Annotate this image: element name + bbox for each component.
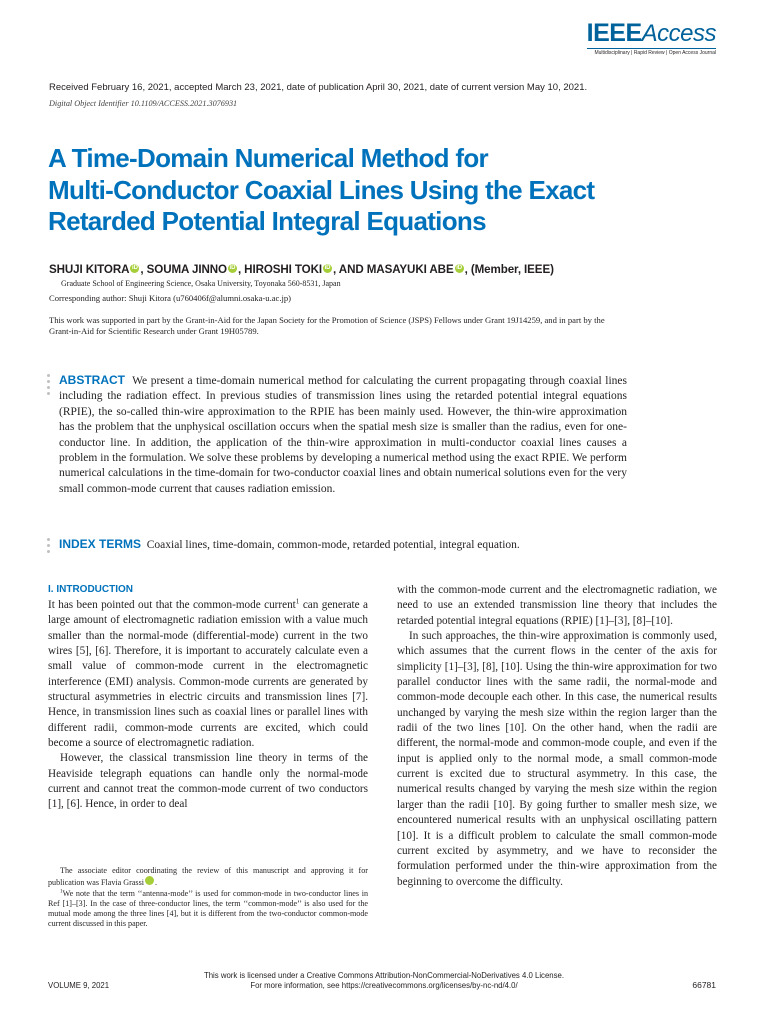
body-column-right bbox=[397, 583, 717, 890]
author-membership: , (Member, IEEE) bbox=[464, 263, 554, 276]
abstract-label: ABSTRACT bbox=[59, 373, 125, 387]
paper-title bbox=[48, 143, 608, 238]
corresponding-author: Corresponding author: Shuji Kitora (u760406f@alumni.osaka-u.ac.jp) bbox=[49, 293, 292, 303]
received-dates: Received February 16, 2021, accepted March 23, 2021, date of publication April 30, 2021, date of current version May 10, 2021. bbox=[49, 82, 588, 93]
page-number: 66781 bbox=[692, 980, 716, 990]
orcid-icon[interactable]: iD bbox=[324, 265, 331, 271]
orcid-icon[interactable]: iD bbox=[456, 265, 462, 271]
abstract-text: We present a time-domain numerical method for calculating the current propagating through coaxial lines including the radiation effect. In previous studies of transmission lines using the retarded potential integral equations (RPIE), the so-called thin-wire approximation to the RPIE has been mainly used. However, the thin-wire approximation has the problem that the unphysical oscillation occurs when the spatial mesh size is smaller than the radius, even for one-conductor line. In addition, the application of the thin-wire approximation in multi-conductor coaxial lines causes a problem in the formulation. We solve these problems by developing a numerical method using the exact RPIE. We perform numerical calculations in the time-domain for two-conductor coaxial lines and obtain numerical solutions even for the very small common-mode current that causes radiation emission. bbox=[59, 375, 627, 495]
body-column-left bbox=[48, 598, 368, 813]
affiliation: Graduate School of Engineering Science, Osaka University, Toyonaka 560-8531, Japan bbox=[61, 279, 341, 288]
journal-logo bbox=[587, 20, 716, 57]
editor-note: The associate editor coordinating the review of this manuscript and approving it for publication was Flavia Grassi iD. bbox=[48, 866, 368, 888]
funding-statement: This work was supported in part by the Grant-in-Aid for the Japan Society for the Promotion of Science (JSPS) Fellows under Grant 19J14259, and in part by the Grant-in-Aid for Scientific Research under Grant 19H05789. bbox=[49, 315, 605, 336]
license-line: This work is licensed under a Creative Commons Attribution-NonCommercial-NoDerivatives 4.0 License. bbox=[203, 971, 565, 980]
index-terms-marker bbox=[47, 538, 50, 556]
logo-access: Access bbox=[641, 20, 716, 47]
title-line: A Time-Domain Numerical Method for bbox=[48, 143, 488, 173]
index-terms-label: INDEX TERMS bbox=[59, 537, 142, 551]
footnote: $^1$We note that the term ‘‘antenna-mode’’ is used for common-mode in two-conductor lines in Ref [1]–[3]. In the case of three-conductor lines, the term ‘‘common-mode’’ is also used for the mutual mode among the three lines [4], but it is different from the two-conductor common-mode current discussed in this paper. bbox=[48, 887, 368, 929]
footnote-mark: 1 bbox=[60, 887, 63, 894]
author-name: SHUJI KITORA bbox=[49, 263, 130, 276]
volume-label: VOLUME 9, 2021 bbox=[48, 981, 110, 990]
paragraph: with the common-mode current and the electromagnetic radiation, we need to use an extended transmission line theory that includes the retarded potential integral equations (RPIE) [1]–[3], [8]–[10]. bbox=[397, 584, 717, 627]
index-terms bbox=[59, 537, 627, 553]
author-name: , AND MASAYUKI ABE bbox=[333, 263, 454, 276]
footnotes bbox=[48, 866, 368, 930]
journal-tagline: Multidisciplinary | Rapid Review | Open Access Journal bbox=[587, 48, 716, 57]
abstract-marker bbox=[47, 374, 50, 398]
license-notice bbox=[0, 971, 768, 991]
abstract bbox=[59, 373, 627, 497]
orcid-icon[interactable]: iD bbox=[229, 265, 236, 271]
orcid-icon[interactable]: iD bbox=[145, 876, 154, 885]
author-name: , SOUMA JINNO bbox=[140, 263, 227, 276]
paragraph: In such approaches, the thin-wire approximation is commonly used, which assumes that the current flows in the center of the axis for simplicity [1]–[3], [8], [10]. Using the thin-wire approximation for two parallel conductor lines with the same radii, the normal-mode and common-mode decouple each other. In this case, the numerical results unchanged by varying the mesh size within the region larger than the radii of the two lines [10]. On the other hand, when the radii are different, the normal-mode and common-mode couple, and even if the input is applied only to the normal mode, a small common-mode current is excited due to structural asymmetry. In this case, the numerical results changed by varying the mesh size within the region larger than the radii [10]. By going further to smaller mesh size, we encountered numerical results with an unphysical oscillating pattern [10]. It is a difficult problem to calculate the small common-mode current excited by asymmetry, and we have to reconsider the formulation performed under the thin-wire approximation from the beginning to overcome the difficulty. bbox=[397, 630, 717, 888]
paragraph: However, the classical transmission line theory in terms of the Heaviside telegraph equations can handle only the normal-mode current and cannot treat the common-mode current of two conductors [1], [6]. Hence, in order to deal bbox=[48, 752, 368, 811]
title-line: Retarded Potential Integral Equations bbox=[48, 206, 486, 236]
license-link[interactable]: For more information, see https://creativecommons.org/licenses/by-nc-nd/4.0/ bbox=[250, 981, 518, 990]
footnote-ref[interactable]: 1 bbox=[295, 597, 300, 606]
index-terms-text: Coaxial lines, time-domain, common-mode, retarded potential, integral equation. bbox=[146, 539, 520, 551]
doi[interactable]: Digital Object Identifier 10.1109/ACCESS.2021.3076931 bbox=[49, 99, 238, 108]
paragraph: It has been pointed out that the common-mode current$^1$ can generate a large amount of electromagnetic radiation emission with a value much smaller than the normal-mode (differential-mode) current in the two wires [5], [6]. Therefore, it is important to accurately calculate even a small value of common-mode current in the electromagnetic interference (EMI) analysis. Common-mode currents are generated by structural asymmetries in electric circuits and transmission lines [7]. Hence, in transmission lines such as coaxial lines or parallel lines with different radii, common-mode currents are excited, which could become a source of electromagnetic radiation. bbox=[48, 597, 368, 750]
author-list bbox=[49, 263, 554, 276]
title-line: Multi-Conductor Coaxial Lines Using the Exact bbox=[48, 174, 595, 205]
logo-ieee: IEEE bbox=[586, 19, 642, 47]
orcid-icon[interactable]: iD bbox=[132, 265, 138, 271]
author-name: , HIROSHI TOKI bbox=[237, 263, 322, 276]
section-heading: I. INTRODUCTION bbox=[48, 584, 133, 595]
